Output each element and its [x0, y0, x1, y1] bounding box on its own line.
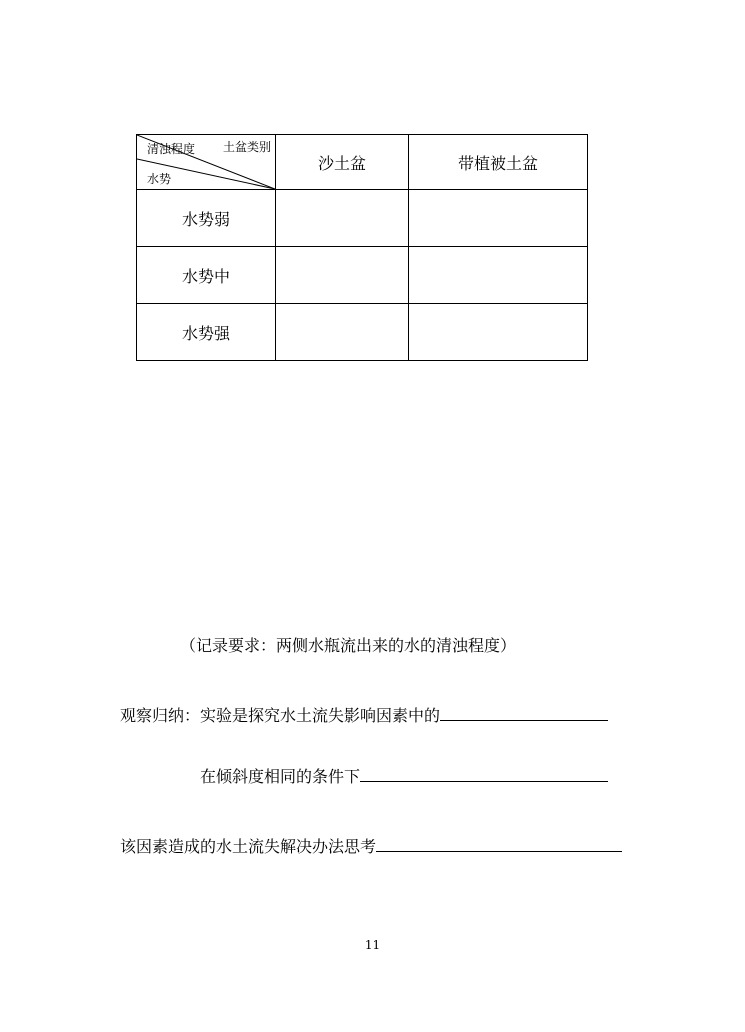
diagonal-header-cell [137, 135, 276, 190]
corner-label-water-flow: 水势 [147, 172, 172, 186]
condition-blank[interactable] [360, 765, 608, 782]
row-header-medium: 水势中 [137, 247, 276, 304]
corner-label-pot-type: 土盆类别 [223, 140, 272, 154]
page-number: 11 [364, 938, 381, 952]
observation-table [136, 134, 588, 361]
observation-line [120, 703, 608, 726]
table-cell[interactable] [276, 190, 409, 247]
condition-line [200, 764, 608, 787]
observation-text: 观察归纳：实验是探究水土流失影响因素中的 [120, 706, 441, 725]
solution-text: 该因素造成的水土流失解决办法思考 [120, 837, 377, 856]
table-cell[interactable] [409, 190, 588, 247]
table-cell[interactable] [409, 304, 588, 361]
row-header-strong: 水势强 [137, 304, 276, 361]
column-header-vegetated-pot: 带植被土盆 [409, 135, 588, 190]
row-header-weak: 水势弱 [137, 190, 276, 247]
corner-label-clarity: 清浊程度 [147, 142, 196, 156]
solution-blank[interactable] [376, 835, 622, 852]
table-row [137, 190, 588, 247]
table-cell[interactable] [276, 304, 409, 361]
observation-blank[interactable] [440, 704, 608, 721]
column-header-sand-pot: 沙土盆 [276, 135, 409, 190]
condition-text: 在倾斜度相同的条件下 [200, 767, 361, 786]
table-cell[interactable] [276, 247, 409, 304]
table-cell[interactable] [409, 247, 588, 304]
table-row [137, 304, 588, 361]
table-row [137, 247, 588, 304]
solution-line [120, 834, 622, 857]
record-requirement-note: （记录要求：两侧水瓶流出来的水的清浊程度） [180, 636, 517, 655]
